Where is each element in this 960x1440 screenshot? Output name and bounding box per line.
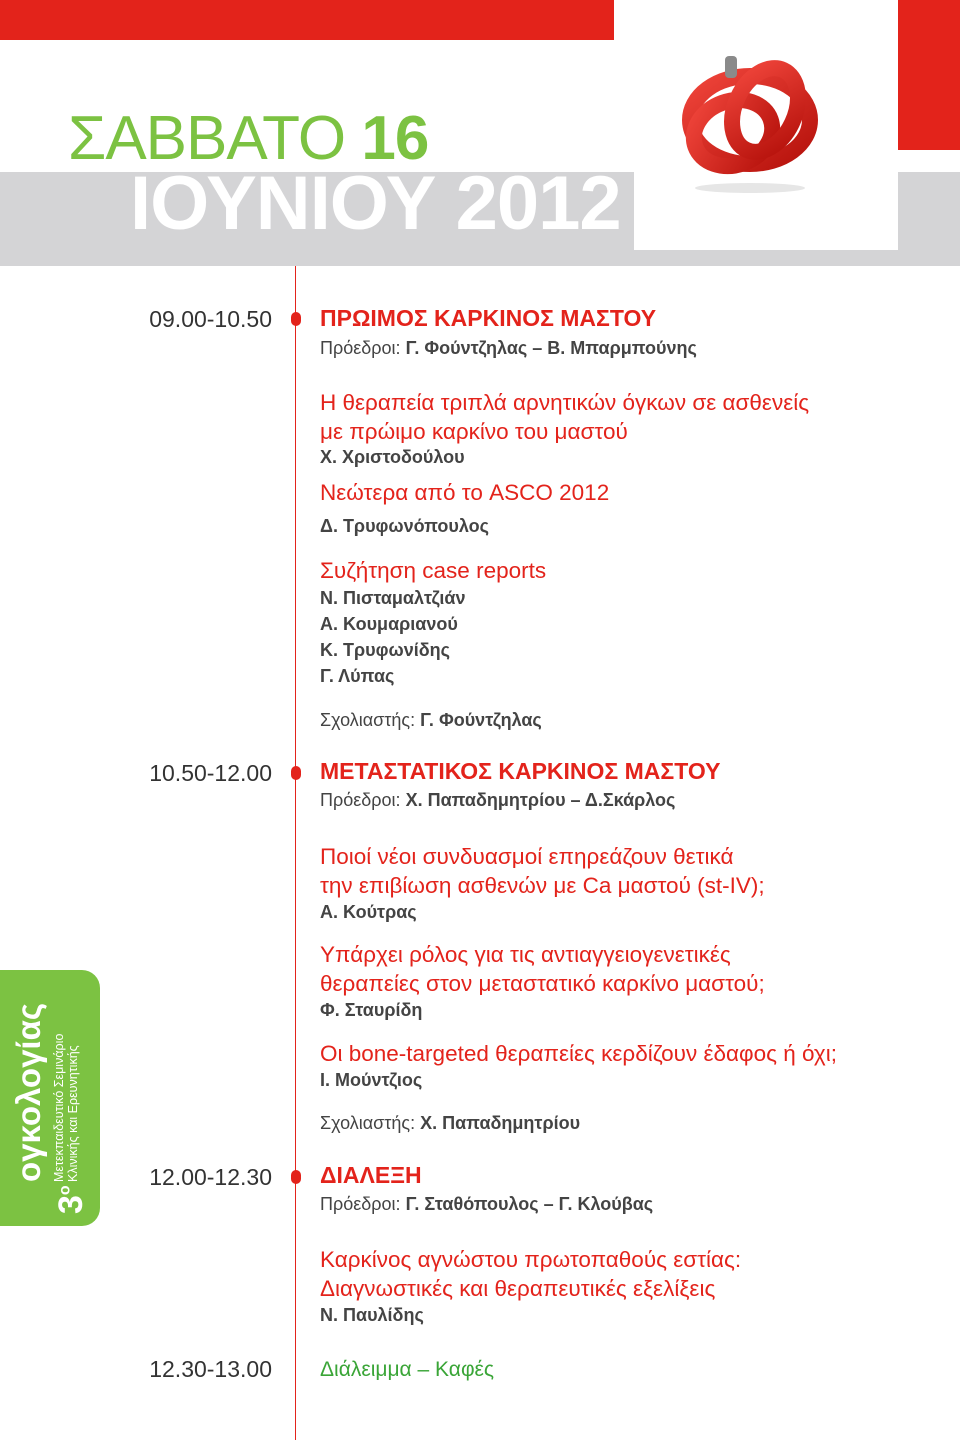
timeline-line [295, 266, 296, 1440]
timeline-dot [291, 312, 301, 326]
talk-speaker: Κ. Τρυφωνίδης [320, 640, 450, 660]
title-word: ΣΑΒΒΑΤΟ [68, 104, 346, 173]
coffee-break: Διάλειμμα – Καφές [320, 1358, 495, 1381]
commentator: Σχολιαστής: Γ. Φούντζηλας [320, 710, 542, 730]
title-day: 16 [361, 104, 429, 173]
talk-speaker: Δ. Τρυφωνόπουλος [320, 516, 490, 536]
talk-speaker: Φ. Σταυρίδη [320, 1000, 423, 1020]
commentator: Σχολιαστής: Χ. Παπαδημητρίου [320, 1113, 581, 1133]
session-time: 12.30-13.00 [149, 1356, 272, 1382]
talk-speaker: Α. Κουμαριανού [320, 614, 458, 634]
talk-speaker: Ν. Παυλίδης [320, 1305, 424, 1325]
seminar-badge [0, 970, 100, 1226]
badge-number: $3^o$ [52, 1185, 90, 1214]
talk-speaker: Ν. Πισταμαλτζιάν [320, 588, 466, 608]
talk-title: Υπάρχει ρόλος για τις αντιαγγειογενετικές θεραπείες στον μεταστατικό καρκίνο μαστού; [320, 942, 765, 996]
timeline-dot [291, 1170, 301, 1184]
talk-title: Η θεραπεία τριπλά αρνητικών όγκων σε ασθενείς με πρώιμο καρκίνο του μαστού [320, 390, 810, 444]
badge-line: Κλινικής και Ερευνητικής [66, 1045, 80, 1182]
top-red-band [0, 0, 614, 40]
session-title: ΔΙΑΛΕΞΗ [320, 1162, 422, 1188]
session-title: ΠΡΩΙΜΟΣ ΚΑΡΚΙΝΟΣ ΜΑΣΤΟΥ [320, 305, 657, 331]
session-title: ΜΕΤΑΣΤΑΤΙΚΟΣ ΚΑΡΚΙΝΟΣ ΜΑΣΤΟΥ [320, 758, 721, 784]
talk-title: Νεώτερα από το ASCO 2012 [320, 480, 610, 505]
talk-title: Συζήτηση case reports [320, 558, 547, 583]
session-chairs: Πρόεδροι: Χ. Παπαδημητρίου – Δ.Σκάρλος [320, 790, 676, 810]
talk-speaker: Α. Κούτρας [320, 902, 417, 922]
red-knot-icon [655, 38, 835, 198]
session-chairs: Πρόεδροι: Γ. Σταθόπουλος – Γ. Κλούβας [320, 1194, 654, 1214]
talk-title: Ποιοί νέοι συνδυασμοί επηρεάζουν θετικά την επιβίωση ασθενών με Ca μαστού (st-IV); [320, 844, 765, 898]
session-time: 09.00-10.50 [149, 306, 272, 332]
talk-speaker: Χ. Χριστοδούλου [320, 447, 465, 467]
session-chairs: Πρόεδροι: Γ. Φούντζηλας – Β. Μπαρμπούνης [320, 338, 697, 358]
talk-title: Καρκίνος αγνώστου πρωτοπαθούς εστίας: Διαγνωστικές και θεραπευτικές εξελίξεις [320, 1247, 742, 1301]
right-red-block [898, 0, 960, 150]
session-time: 12.00-12.30 [149, 1164, 272, 1190]
badge-title: ογκολογίας [10, 1002, 47, 1182]
badge-line: Μετεκπαιδευτικό Σεμινάριο [52, 1033, 66, 1182]
talk-speaker: Γ. Λύπας [320, 666, 395, 686]
talk-speaker: Ι. Μούντζιος [320, 1070, 423, 1090]
talk-title: Οι bone-targeted θεραπείες κερδίζουν έδαφος ή όχι; [320, 1041, 837, 1066]
session-time: 10.50-12.00 [149, 760, 272, 786]
page-subtitle: ΙΟΥΝΙΟΥ 2012 [130, 161, 621, 246]
timeline-dot [291, 766, 301, 780]
